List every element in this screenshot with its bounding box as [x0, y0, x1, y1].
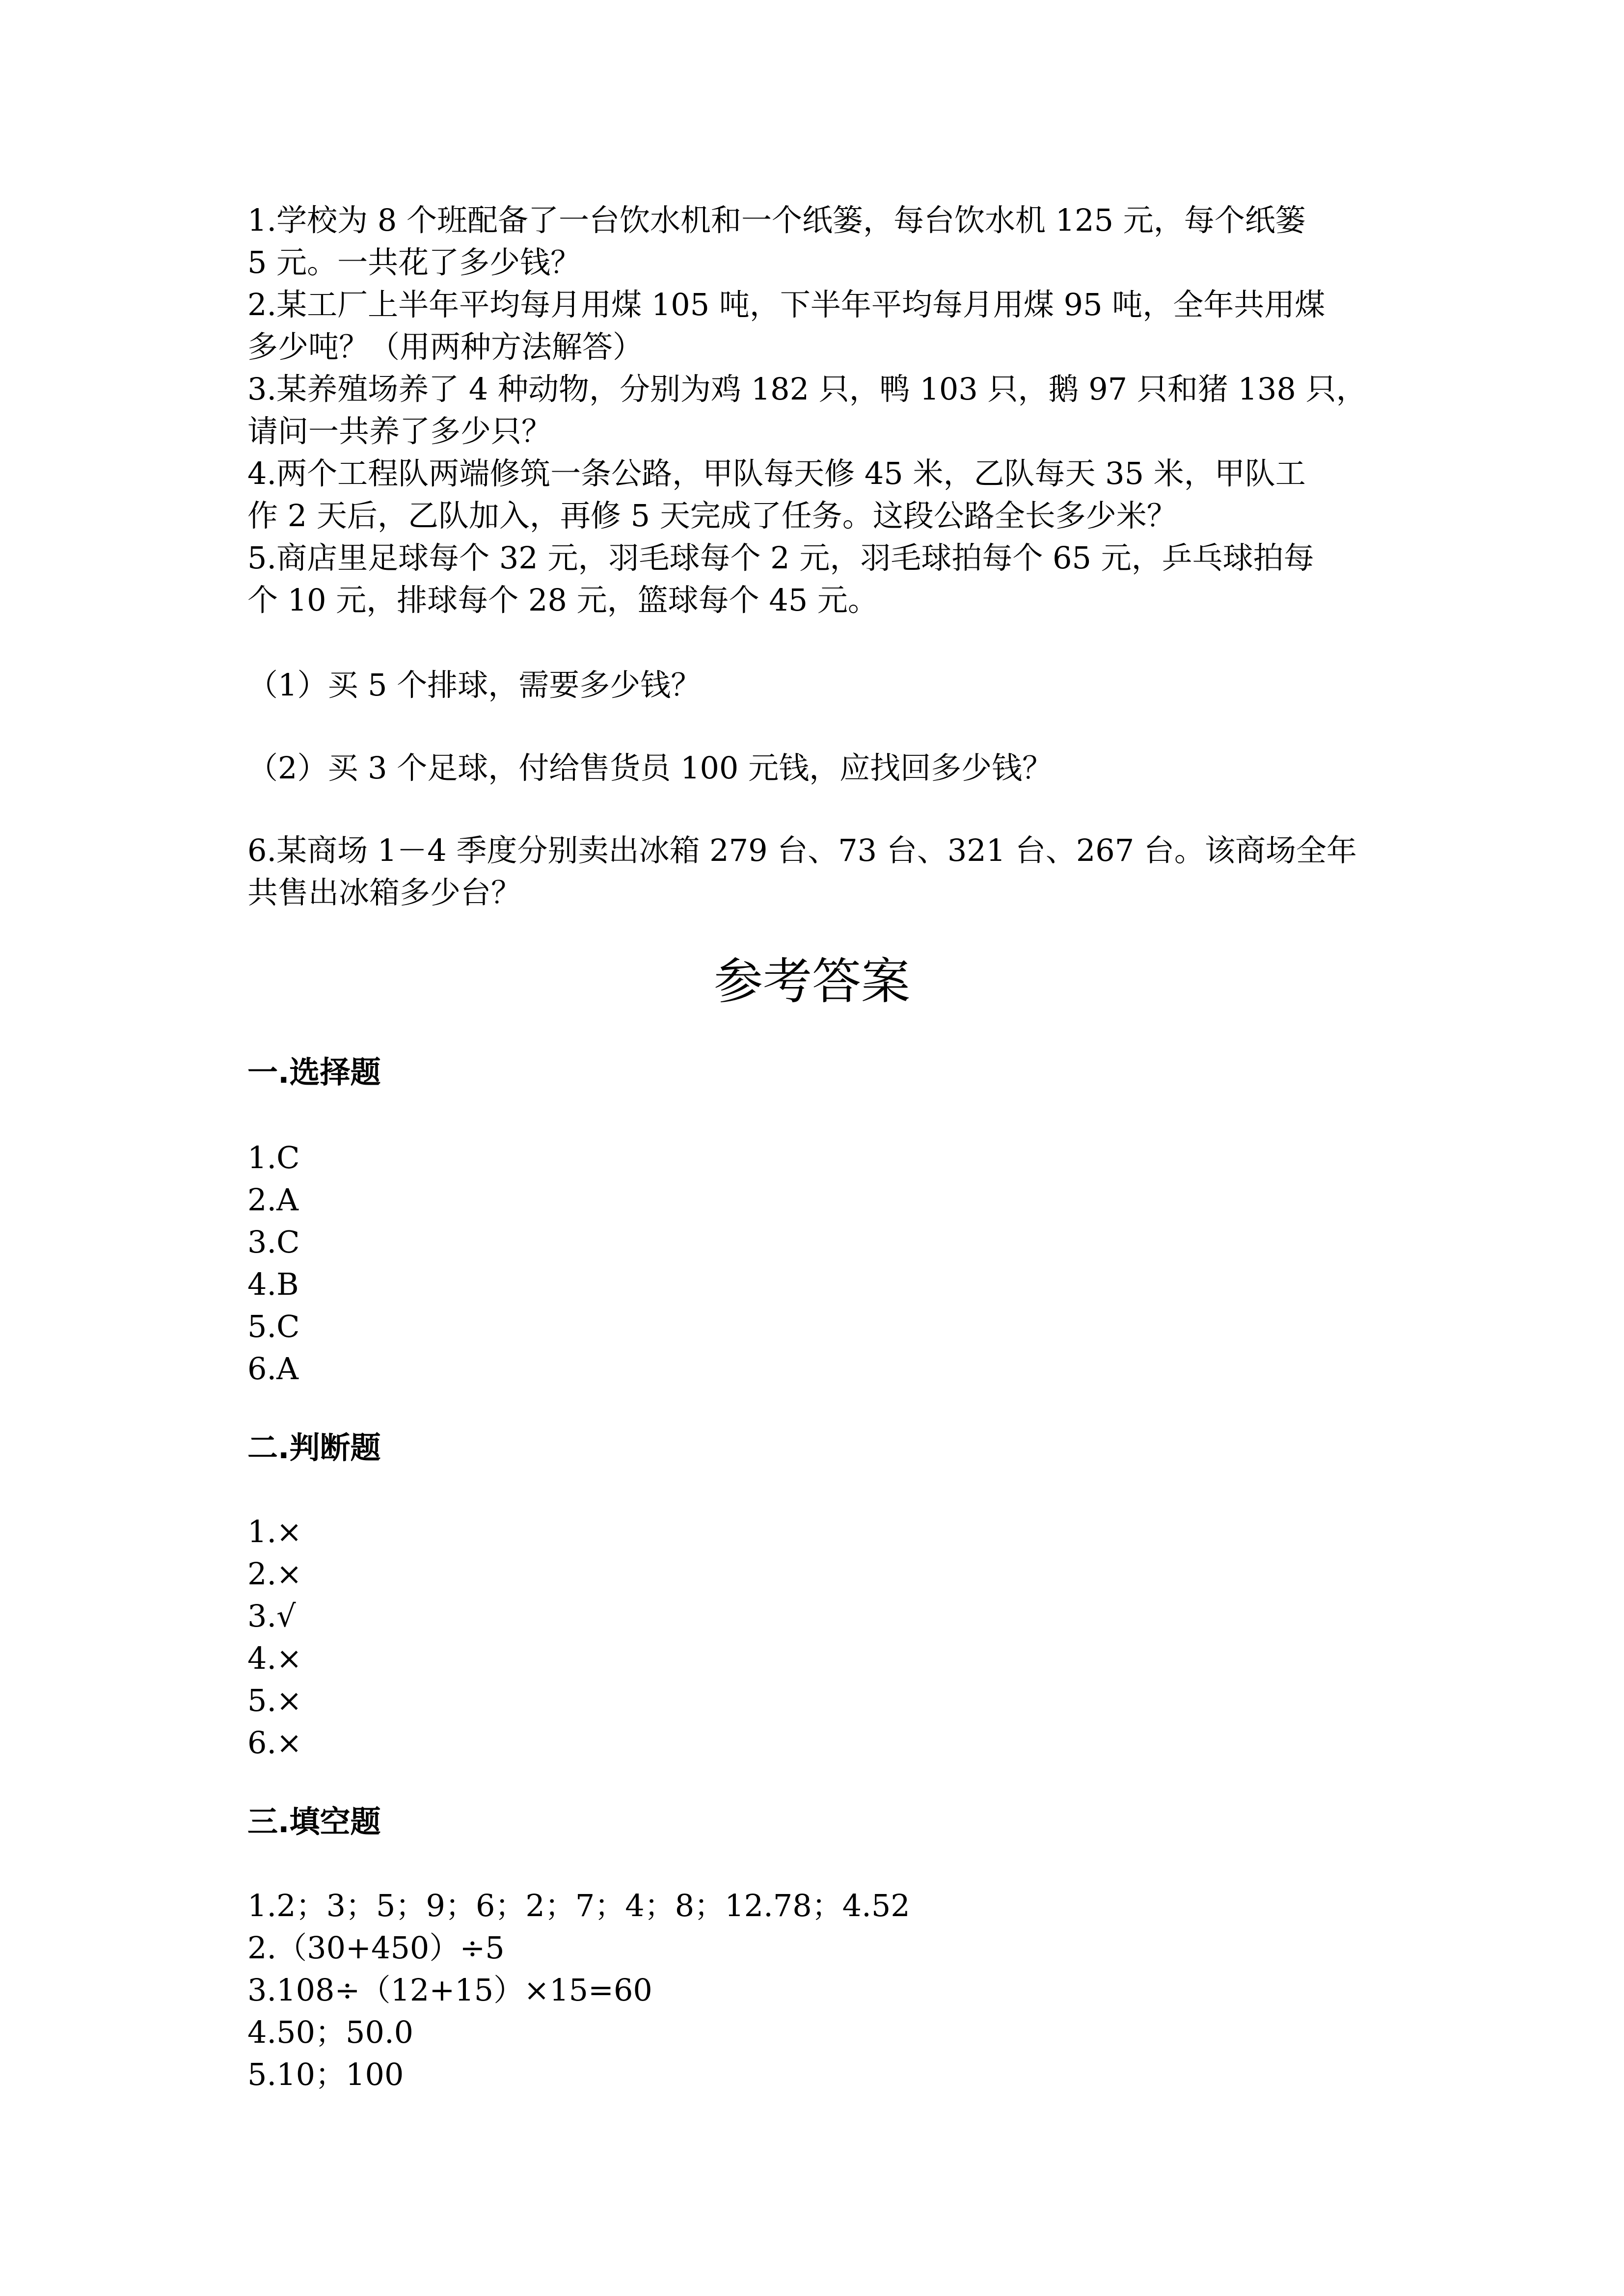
answer-choice-4: 4.B	[247, 1266, 299, 1302]
answer-choice-2: 2.A	[247, 1182, 298, 1218]
answer-judge-3: 3.√	[247, 1598, 296, 1634]
answer-fill-3: 3.108÷（12+15）×15=60	[247, 1972, 652, 2008]
answer-choice-5: 5.C	[247, 1308, 300, 1344]
problem-5-line-1: 5.商店里足球每个 32 元，羽毛球每个 2 元，羽毛球拍每个 65 元，乒乓球拍每	[247, 540, 1314, 576]
section-heading-judge: 二.判断题	[247, 1430, 381, 1466]
answer-judge-4: 4.×	[247, 1640, 302, 1676]
problem-4-line-1: 4.两个工程队两端修筑一条公路，甲队每天修 45 米，乙队每天 35 米，甲队工	[247, 455, 1306, 491]
answer-fill-5: 5.10；100	[247, 2056, 404, 2092]
problem-3-line-2: 请问一共养了多少只？	[247, 413, 552, 449]
problem-6-line-2: 共售出冰箱多少台？	[247, 875, 522, 910]
problem-3-line-1: 3.某养殖场养了 4 种动物，分别为鸡 182 只，鸭 103 只，鹅 97 只和猪 138 只，	[247, 371, 1367, 407]
problem-5-line-2: 个 10 元，排球每个 28 元，篮球每个 45 元。	[247, 582, 878, 618]
sub-question-2: （2）买 3 个足球，付给售货员 100 元钱，应找回多少钱？	[247, 750, 1053, 786]
answer-judge-2: 2.×	[247, 1556, 302, 1592]
problem-2-line-2: 多少吨？（用两种方法解答）	[247, 329, 644, 365]
answer-fill-2: 2.（30+450）÷5	[247, 1930, 505, 1966]
answer-fill-1: 1.2；3；5；9；6；2；7；4；8；12.78；4.52	[247, 1888, 910, 1923]
problem-1-line-1: 1.学校为 8 个班配备了一台饮水机和一个纸篓，每台饮水机 125 元，每个纸篓	[247, 202, 1306, 238]
problem-1-line-2: 5 元。一共花了多少钱？	[247, 244, 581, 280]
answer-title: 参考答案	[714, 953, 910, 1010]
answer-judge-5: 5.×	[247, 1682, 302, 1718]
problem-6-line-1: 6.某商场 1－4 季度分别卖出冰箱 279 台、73 台、321 台、267 台。该商场全年	[247, 832, 1357, 868]
answer-judge-1: 1.×	[247, 1514, 302, 1549]
answer-choice-3: 3.C	[247, 1224, 300, 1260]
answer-choice-6: 6.A	[247, 1351, 298, 1387]
problem-4-line-2: 作 2 天后，乙队加入，再修 5 天完成了任务。这段公路全长多少米？	[247, 498, 1177, 534]
answer-judge-6: 6.×	[247, 1725, 302, 1761]
section-heading-fill: 三.填空题	[247, 1804, 381, 1840]
answer-choice-1: 1.C	[247, 1140, 300, 1175]
sub-question-1: （1）买 5 个排球，需要多少钱？	[247, 667, 702, 703]
section-heading-choice: 一.选择题	[247, 1054, 381, 1090]
answer-fill-4: 4.50；50.0	[247, 2014, 414, 2050]
problem-2-line-1: 2.某工厂上半年平均每月用煤 105 吨，下半年平均每月用煤 95 吨，全年共用煤	[247, 287, 1326, 322]
